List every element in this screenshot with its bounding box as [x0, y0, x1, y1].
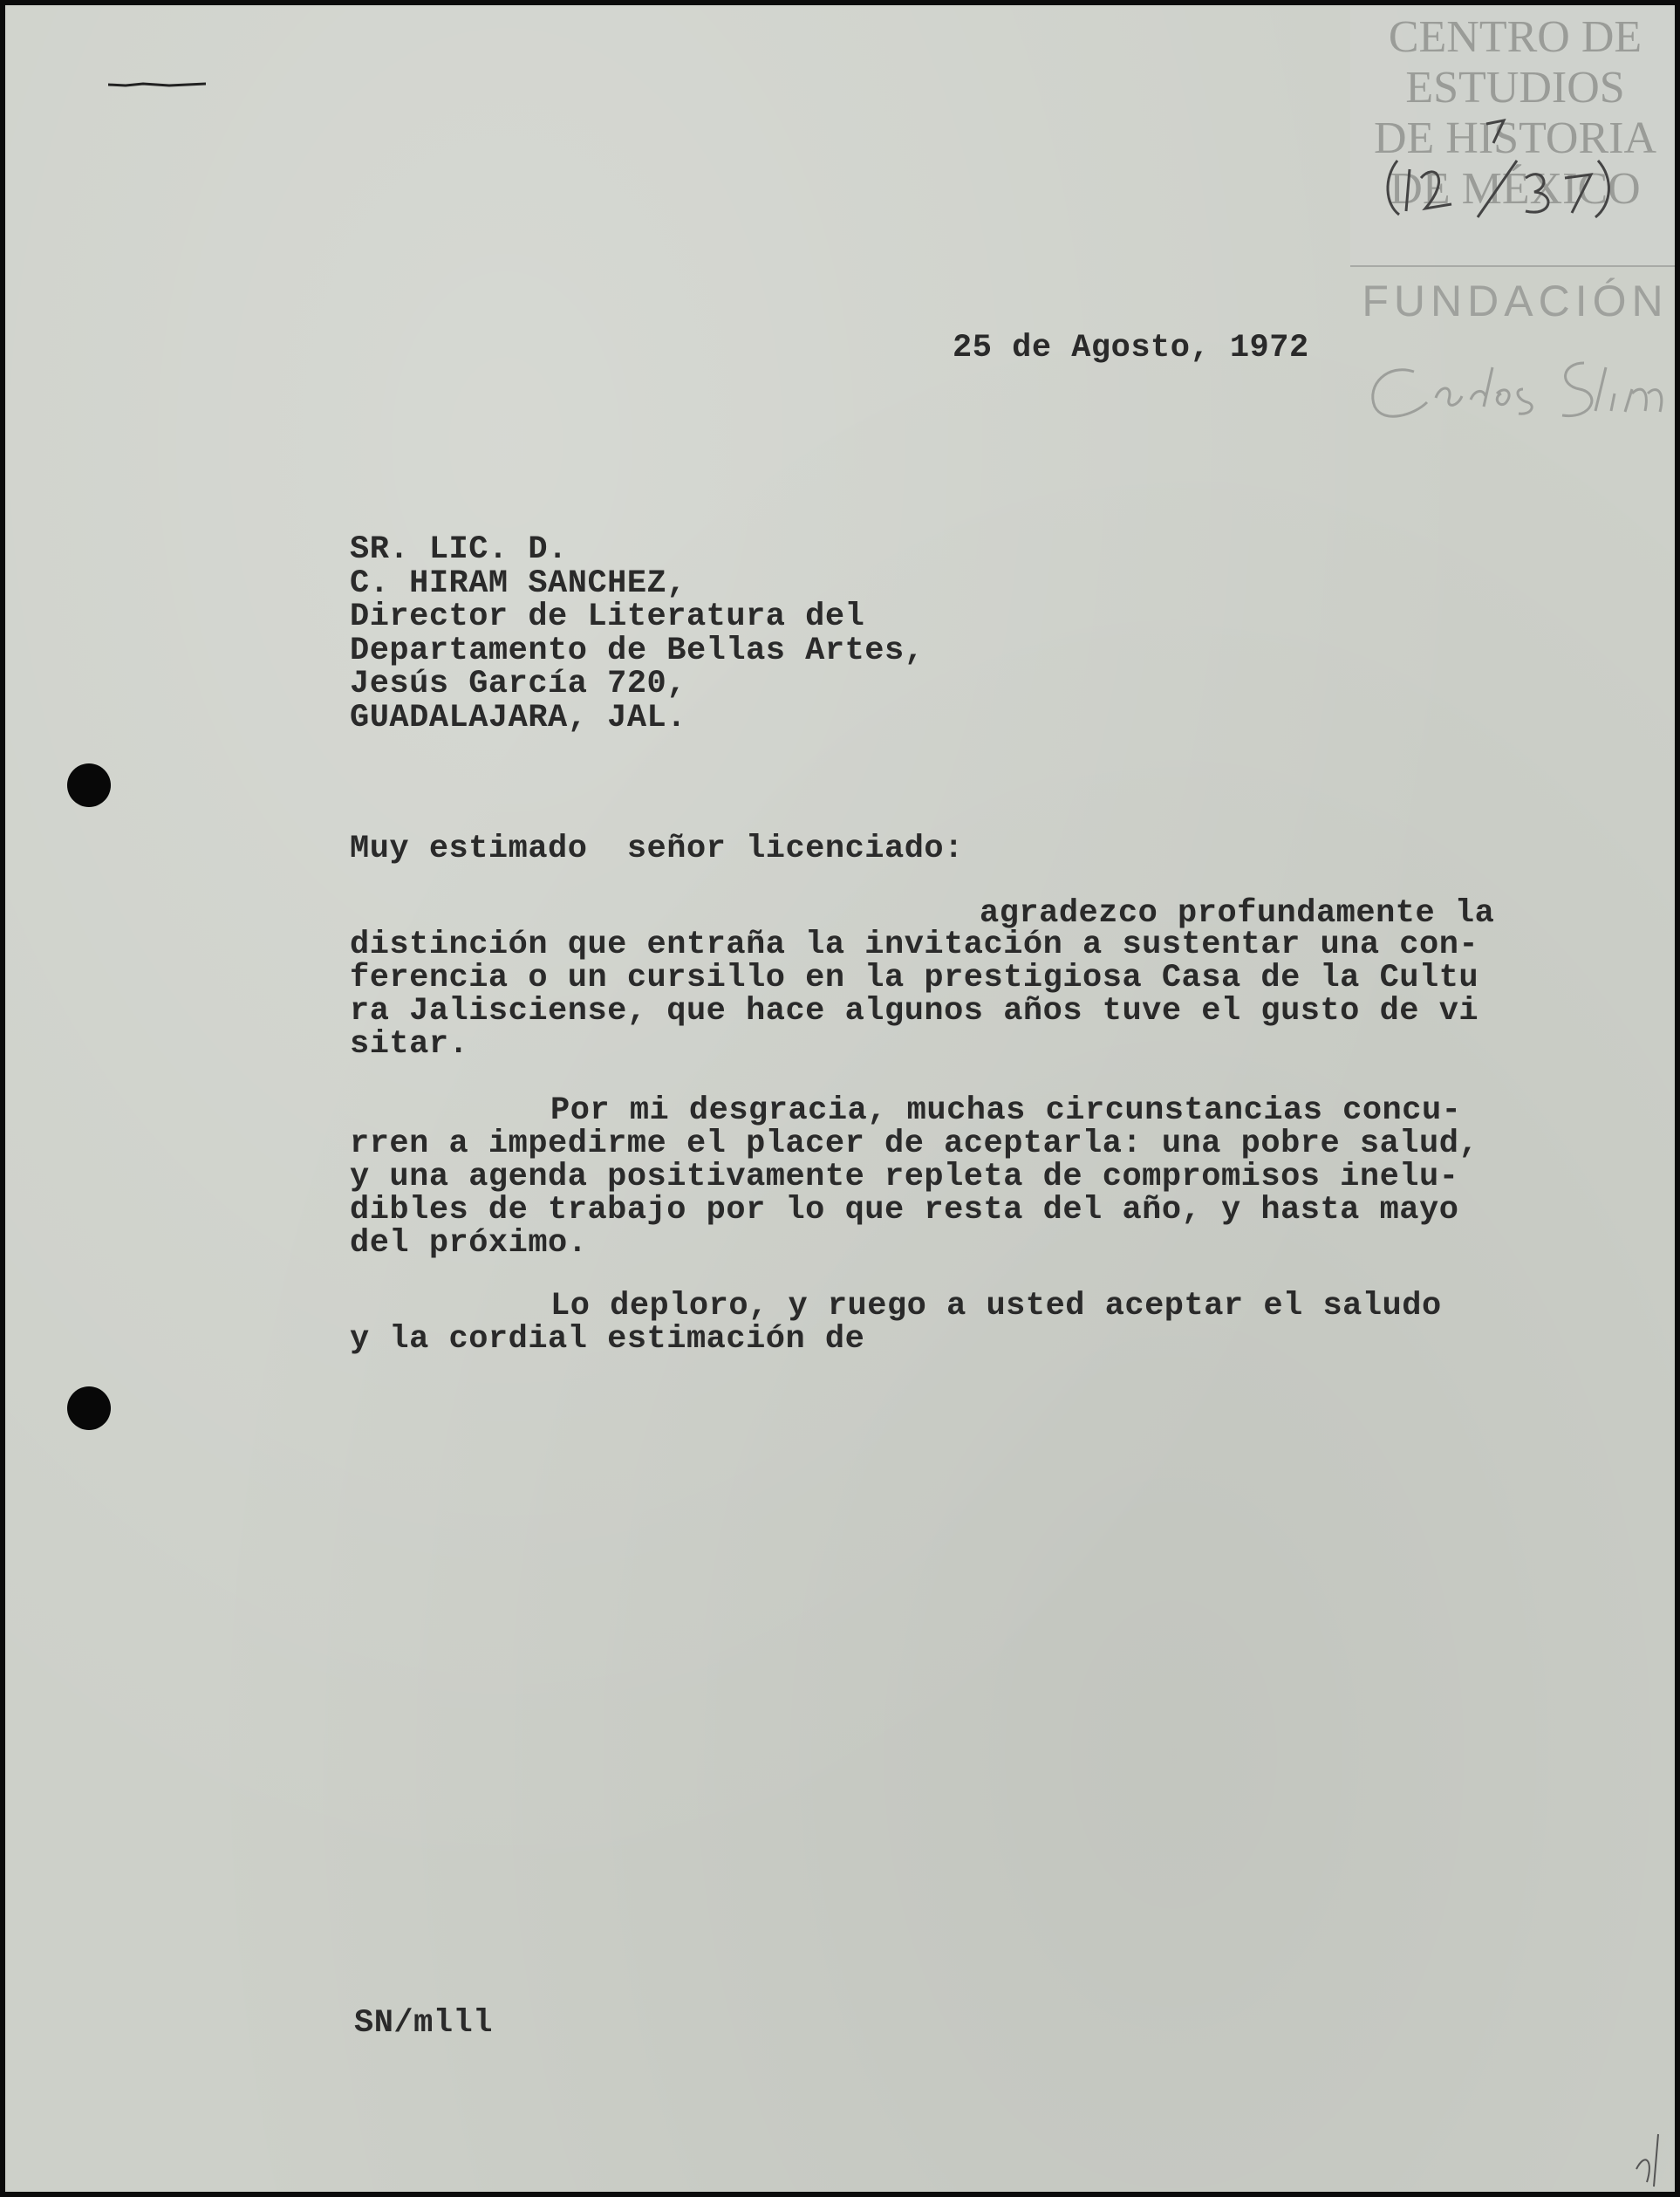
paragraph-line: del próximo.: [350, 1225, 588, 1262]
stamp-line: DE HISTORIA: [1373, 113, 1657, 163]
corner-mark: [1628, 2117, 1675, 2192]
paragraph-line: Lo deploro, y ruego a usted aceptar el saludo: [550, 1288, 1442, 1324]
foundation-signature: [1353, 346, 1675, 433]
paragraph-line: ferencia o un cursillo en la prestigiosa Casa de la Cultu: [350, 960, 1479, 996]
paragraph-3: [350, 1290, 1442, 1356]
letter-page: [5, 5, 1675, 2192]
paragraph-line: agradezco profundamente la: [980, 895, 1495, 932]
paragraph-line: y la cordial estimación de: [350, 1321, 865, 1358]
paragraph-2: [350, 1094, 1479, 1260]
recipient-address: [350, 533, 924, 735]
paragraph-line: Por mi desgracia, muchas circunstancias concu-: [550, 1092, 1462, 1129]
stamp-divider: [1350, 265, 1675, 267]
address-line: Departamento de Bellas Artes,: [350, 632, 925, 669]
stamp-line: CENTRO DE: [1388, 12, 1642, 62]
address-line: C. HIRAM SANCHEZ,: [350, 565, 686, 602]
paragraph-line: dibles de trabajo por lo que resta del año, y hasta mayo: [350, 1192, 1459, 1229]
paragraph-line: distinción que entraña la invitación a sustentar una con-: [350, 927, 1479, 963]
paragraph-line: rren a impedirme el placer de aceptarla: una pobre salud,: [350, 1126, 1479, 1162]
address-line: Jesús García 720,: [350, 666, 686, 702]
paragraph-line: ra Jalisciense, que hace algunos años tuve el gusto de vi: [350, 993, 1479, 1030]
punch-hole: [67, 1386, 111, 1430]
ink-mark: [108, 82, 206, 87]
stamp-line: DE MÉXICO: [1390, 164, 1641, 214]
punch-hole: [67, 763, 111, 807]
foundation-label: FUNDACIÓN: [1362, 277, 1669, 325]
handwritten-annotation: [1373, 108, 1635, 248]
letter-date: 25 de Agosto, 1972: [953, 330, 1309, 366]
paragraph-1: [350, 928, 1479, 1061]
salutation: Muy estimado señor licenciado:: [350, 831, 964, 867]
paragraph-line: sitar.: [350, 1026, 469, 1063]
paragraph-line: y una agenda positivamente repleta de compromisos inelu-: [350, 1159, 1459, 1195]
stamp-line: ESTUDIOS: [1405, 63, 1625, 113]
address-line: SR. LIC. D.: [350, 531, 568, 568]
address-line: GUADALAJARA, JAL.: [350, 699, 686, 736]
reference-initials: SN/mlll: [354, 2005, 493, 2042]
address-line: Director de Literatura del: [350, 599, 865, 635]
